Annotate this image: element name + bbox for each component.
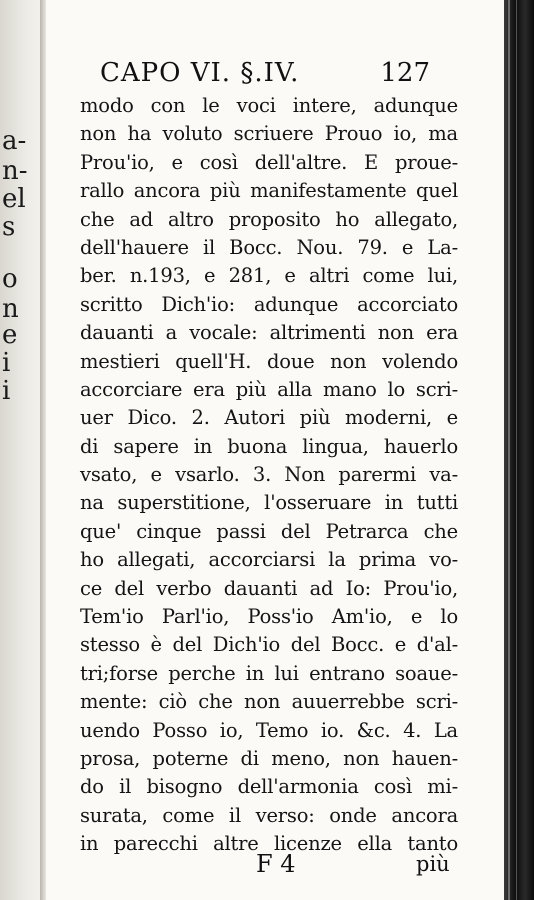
book-edge [504, 0, 534, 900]
text-block [80, 92, 458, 859]
text-line: uer Dico. 2. Autori più moderni, e [80, 406, 458, 430]
previous-page-fragment: i [2, 348, 11, 378]
text-line: di sapere in buona lingua, hauerlo [80, 434, 458, 458]
catchword: più [416, 852, 450, 876]
text-line: Tem'io Parl'io, Poss'io Am'io, e lo [80, 605, 458, 629]
previous-page-fragment: a- [2, 126, 27, 156]
text-line: dauanti a vocale: altrimenti non era [80, 321, 458, 345]
previous-page-fragment: n- [2, 156, 28, 186]
text-line: uendo Posso io, Temo io. &c. 4. La [80, 718, 458, 742]
page-header [100, 58, 450, 92]
text-line: Prou'io, e così dell'altre. E proue- [80, 150, 458, 174]
text-line: mestieri quell'H. doue non volendo [80, 349, 458, 373]
text-line: vsato, e vsarlo. 3. Non parermi va- [80, 463, 458, 487]
previous-page-fragment: i [2, 376, 11, 406]
text-line: prosa, poterne di meno, non hauen- [80, 746, 458, 770]
text-line: scritto Dich'io: adunque accorciato [80, 292, 458, 316]
text-line: dell'hauere il Bocc. Nou. 79. e La- [80, 235, 458, 259]
previous-page-fragment: o [2, 264, 18, 294]
page-number: 127 [380, 58, 430, 88]
text-line: modo con le voci intere, adunque [80, 94, 458, 117]
page-footer [46, 850, 504, 886]
text-line: stesso è del Dich'io del Bocc. e d'al- [80, 633, 458, 657]
text-line: do il bisogno dell'armonia così mi- [80, 775, 458, 799]
previous-page-fragment: e [2, 320, 18, 350]
text-line: accorciare era più alla mano lo scri- [80, 377, 458, 401]
text-line: que' cinque passi del Petrarca che [80, 519, 458, 543]
text-line: tri;forse perche in lui entrano soaue- [80, 661, 458, 685]
text-line: non ha voluto scriuere Prouo io, ma [80, 122, 458, 146]
text-line: che ad altro proposito ho allegato, [80, 207, 458, 231]
text-line: na superstitione, l'osseruare in tutti [80, 491, 458, 515]
text-line: mente: ciò che non auuerrebbe scri- [80, 690, 458, 714]
text-line: rallo ancora più manifestamente quel [80, 179, 458, 203]
previous-page-edge [0, 0, 44, 900]
previous-page-fragment: s [2, 212, 16, 242]
text-line: in parecchi altre licenze ella tanto [80, 832, 458, 856]
text-line: surata, come il verso: onde ancora [80, 803, 458, 827]
previous-page-fragment: n [2, 294, 19, 324]
previous-page-fragment: el [2, 184, 26, 214]
signature-mark: F 4 [256, 850, 296, 878]
text-line: ho allegati, accorciarsi la prima vo- [80, 548, 458, 572]
running-head: CAPO VI. §.IV. [100, 58, 300, 88]
text-line: ber. n.193, e 281, e altri come lui, [80, 264, 458, 288]
text-line: ce del verbo dauanti ad Io: Prou'io, [80, 576, 458, 600]
